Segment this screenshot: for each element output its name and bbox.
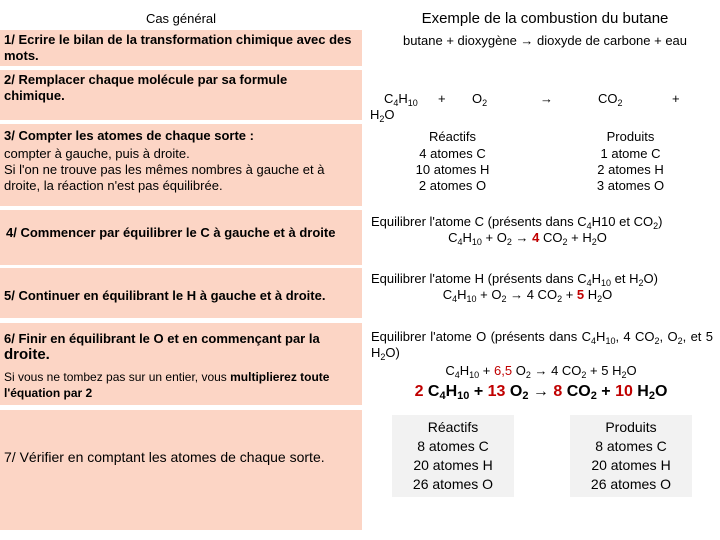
step-2-box [0,70,362,120]
step-6-label-text: 6/ Finir en équilibrant le O et en commençant par la [4,331,320,346]
step-4-coef: 4 [532,230,540,245]
verify-products-o: 26 atomes O [590,476,672,492]
step-1-box [0,30,362,66]
count-products-c: 1 atome C [600,146,661,161]
step-6-final-equation: 2 $C_4H_{10} + 13$ $O_2 \to 8$ $CO_2 + 10$ $H_2O$ [414,383,668,402]
count-products-h: 2 atomes H [597,162,664,177]
verify-reactants-title: Réactifs [427,419,479,435]
header-right: Exemple de la combustion du butane [421,10,669,27]
count-reactants-o: 2 atomes O [418,178,487,193]
step-3-box [0,124,362,206]
step-5-equation: $C_4H_{10} + O_2 \to 4$ $CO_2 + 5$ $H_2O$ [442,287,613,304]
verify-products-title: Produits [605,419,657,435]
step-6-note-text: Si vous ne tombez pas sur un entier, vous [4,370,227,384]
step-7-box [0,410,362,530]
count-products-box [548,126,713,198]
step-3-line-2: Si l'on ne trouve pas les mêmes nombres à gauche et à droite, la réaction n'est pas équilibrée. [4,162,325,193]
step-3-label: 3/ Compter les atomes de chaque sorte : [4,128,254,143]
step-7-label: 7/ Vérifier en comptant les atomes de chaque sorte. [4,449,325,465]
count-reactants-h: 10 atomes H [415,162,490,177]
final-coef-co2: 8 [553,383,563,400]
step-1-label: 1/ Ecrire le bilan de la transformation chimique avec des mots. [4,32,352,63]
verify-products-box [570,415,692,497]
verify-reactants-o: 26 atomes O [412,476,494,492]
step-2-label: 2/ Remplacer chaque molécule par sa formule chimique. [4,72,288,103]
header-left-title: Cas général [145,11,217,26]
step-3-line-1: compter à gauche, puis à droite. [4,146,190,161]
step-5-coef-c: 4 [526,287,534,302]
step-6-note-bold: multiplierez toute l'équation par 2 [4,370,330,400]
count-reactants-box [370,126,535,198]
step-5-intro: Equilibrer l'atome H (présents dans $C_4H_{10}$ et $H_2O$) [371,271,658,288]
step-4-label: 4/ Commencer par équilibrer le C à gauche et à droite [6,225,336,240]
count-products-title: Produits [606,129,655,144]
formula-o2: $O_2$ [472,91,488,108]
final-coef-h2o: 10 [615,383,633,400]
formula-arrow: → [540,91,553,106]
step-6-label [4,331,356,363]
formula-c4h10: $C_4H_{10}$ [384,91,418,108]
step-5-label: 5/ Continuer en équilibrant le H à gauche et à droite. [4,288,326,303]
final-coef-o2: 13 [487,383,506,400]
verify-products-h: 20 atomes H [591,457,671,473]
verify-reactants-c: 8 atomes C [417,438,489,454]
step-6-intro: Equilibrer l'atome O (présents dans $C_4H_{10}$, 4 $CO_2$, $O_2$, et 5 $H_2O$) [371,329,713,362]
formula-co2: $CO_2$ [598,91,623,108]
step-5-box [0,268,362,318]
step-4-intro: Equilibrer l'atome C (présents dans $C_4H10$ et $CO_2$) [371,214,663,231]
step-6-box [0,323,362,405]
step-6-note [4,369,356,401]
step-6-equation: $C_4H_{10} + 6,5$ $O_2 \to 4$ $CO_2 + 5$ $H_2O$ [445,363,637,380]
step-4-equation: $C_4H_{10} + O_2 \to 4$ $CO_2 + H_2O$ [448,230,607,247]
count-reactants-title: Réactifs [429,129,476,144]
step-4-box [0,210,362,265]
header-left [0,8,362,30]
words-equation: butane + dioxygène → dioxyde de carbone + eau [402,33,688,48]
verify-reactants-h: 20 atomes H [413,457,493,473]
formula-plus-1: + [438,91,446,106]
formula-plus-2: + [672,91,680,106]
step-5-coef-h: 5 [576,287,585,302]
step-6-label-big: droite. [4,346,50,363]
verify-reactants-box [392,415,514,497]
final-coef-c4h10: 2 [414,383,424,400]
step-6-coef-o: 6,5 [494,363,513,378]
formula-h2o: $H_2O$ [370,107,395,124]
verify-products-c: 8 atomes C [595,438,667,454]
count-products-o: 3 atomes O [596,178,665,193]
count-reactants-c: 4 atomes C [419,146,486,161]
